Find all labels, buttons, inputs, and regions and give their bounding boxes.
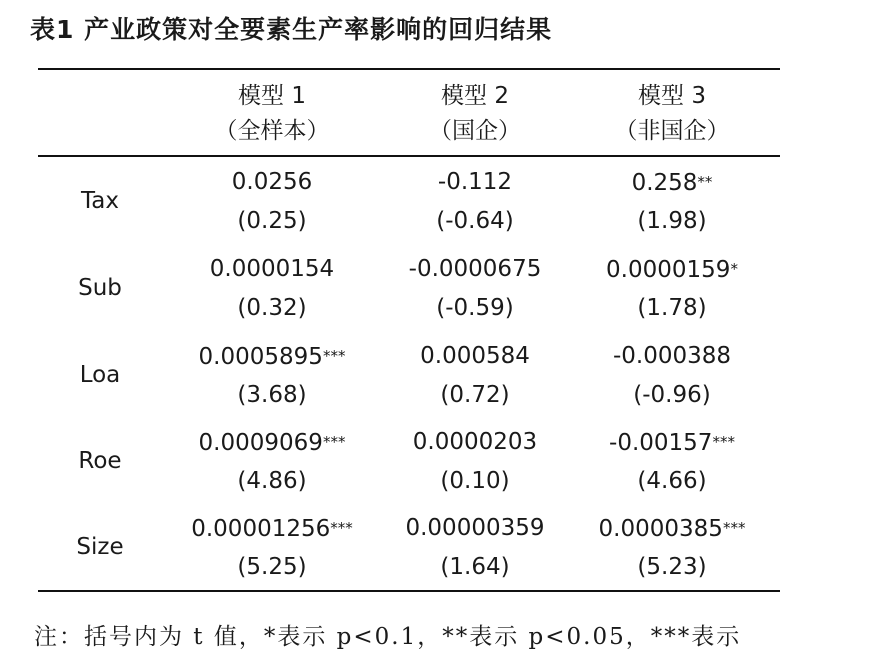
- column-subheader-model-1: （全样本）: [214, 118, 330, 144]
- coefficient-cell: [172, 342, 372, 371]
- coefficient-cell: [572, 255, 772, 284]
- coefficient-value: -0.112: [437, 169, 513, 195]
- significance-stars: ***: [722, 519, 746, 537]
- column-subheader-model-3: （非国企）: [614, 118, 730, 144]
- coefficient-value: 0.0000203: [412, 429, 538, 455]
- t-statistic: (1.78): [637, 295, 707, 321]
- coefficient-value: 0.0000154: [209, 256, 335, 282]
- coefficient-cell: [375, 514, 575, 542]
- significance-stars: ***: [322, 433, 346, 451]
- t-statistic: (-0.64): [436, 208, 514, 234]
- coefficient-cell: [172, 255, 372, 283]
- column-header-model-2: 模型 2: [441, 83, 509, 109]
- coefficient-value: 0.00001256: [191, 516, 331, 542]
- coefficient-value: 0.00000359: [405, 515, 545, 541]
- t-statistic: (0.10): [440, 468, 510, 494]
- t-statistic: (5.23): [637, 554, 707, 580]
- coefficient-cell: [572, 168, 772, 197]
- row-label-size: Size: [76, 534, 124, 560]
- row-label-roe: Roe: [78, 448, 122, 474]
- t-statistic: (-0.96): [633, 382, 711, 408]
- table-top-rule: [38, 68, 780, 70]
- coefficient-cell: [375, 255, 575, 283]
- t-statistic: (3.68): [237, 382, 307, 408]
- significance-stars: **: [697, 173, 713, 191]
- coefficient-value: 0.0005895: [198, 344, 323, 370]
- column-header-model-1: 模型 1: [238, 83, 306, 109]
- coefficient-value: 0.0000385: [598, 516, 723, 542]
- t-statistic: (0.25): [237, 208, 307, 234]
- coefficient-cell: [572, 342, 772, 370]
- coefficient-value: -0.000388: [612, 343, 732, 369]
- table-title: 表1 产业政策对全要素生产率影响的回归结果: [30, 15, 553, 44]
- coefficient-value: -0.0000675: [408, 256, 542, 282]
- coefficient-value: -0.00157: [609, 430, 713, 456]
- significance-stars: ***: [330, 519, 353, 537]
- coefficient-value: 0.258: [631, 170, 698, 196]
- coefficient-cell: [375, 342, 575, 370]
- column-header-model-3: 模型 3: [638, 83, 706, 109]
- significance-stars: *: [730, 260, 738, 278]
- significance-stars: ***: [322, 347, 346, 365]
- coefficient-cell: [375, 428, 575, 456]
- coefficient-cell: [572, 514, 772, 543]
- t-statistic: (4.66): [637, 468, 707, 494]
- coefficient-cell: [172, 514, 372, 543]
- table-bottom-rule: [38, 590, 780, 592]
- t-statistic: (1.64): [440, 554, 510, 580]
- t-statistic: (-0.59): [436, 295, 514, 321]
- coefficient-value: 0.0009069: [198, 430, 323, 456]
- table-note: 注：括号内为 t 值，*表示 p<0.1，**表示 p<0.05，***表示: [34, 624, 742, 650]
- row-label-tax: Tax: [81, 188, 119, 214]
- coefficient-cell: [172, 168, 372, 196]
- row-label-loa: Loa: [79, 362, 121, 388]
- column-subheader-model-2: （国企）: [429, 118, 521, 144]
- t-statistic: (0.32): [237, 295, 307, 321]
- t-statistic: (4.86): [237, 468, 307, 494]
- coefficient-cell: [572, 428, 772, 457]
- coefficient-value: 0.0256: [231, 169, 313, 195]
- table-header-rule: [38, 155, 780, 157]
- t-statistic: (1.98): [637, 208, 707, 234]
- coefficient-value: 0.000584: [420, 343, 530, 369]
- coefficient-value: 0.0000159: [606, 257, 731, 283]
- t-statistic: (5.25): [237, 554, 307, 580]
- significance-stars: ***: [712, 433, 735, 451]
- t-statistic: (0.72): [440, 382, 510, 408]
- coefficient-cell: [375, 168, 575, 196]
- coefficient-cell: [172, 428, 372, 457]
- row-label-sub: Sub: [78, 275, 122, 301]
